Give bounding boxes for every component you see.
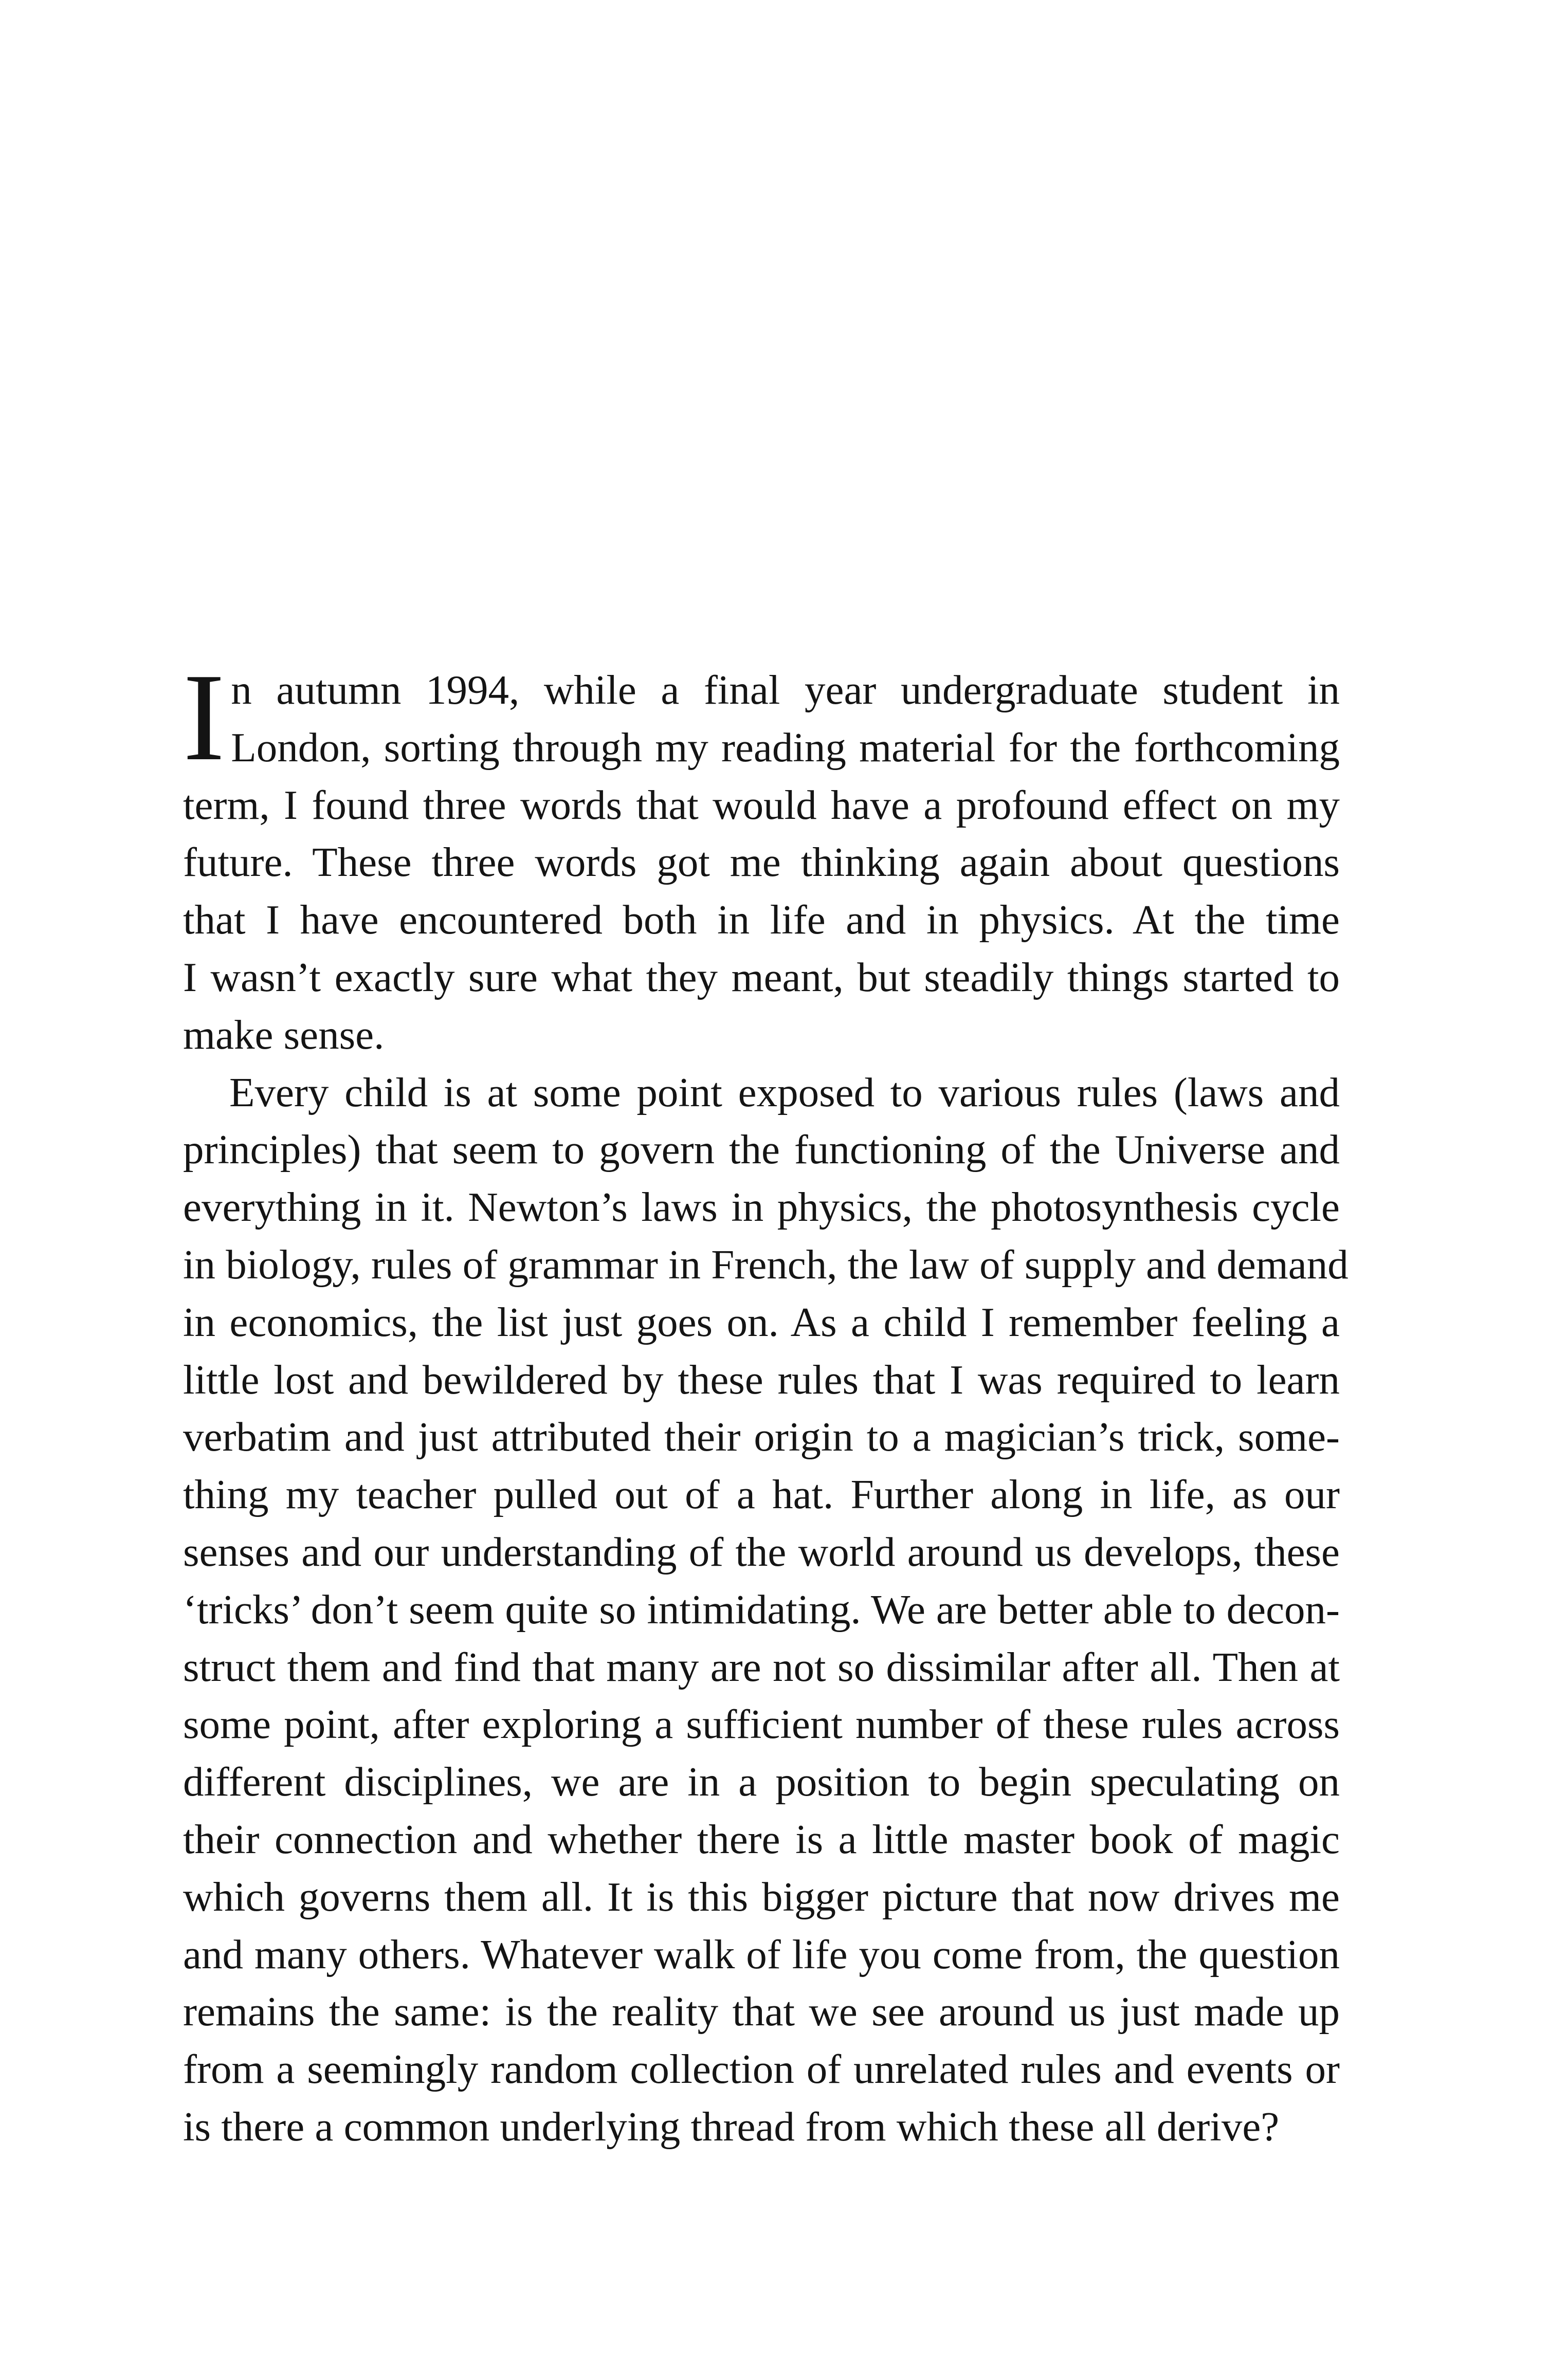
text-line: remains the same: is the reality that we see around us just made up [183,1988,1340,2035]
drop-cap: I [183,648,225,786]
text-line: ‘tricks’ don’t seem quite so intimidating. We are better able to decon- [183,1586,1340,1633]
text-line: and many others. Whatever walk of life you come from, the question [183,1931,1340,1978]
text-line: term, I found three words that would have a profound effect on my [183,781,1340,828]
text-line: is there a common underlying thread from which these all derive? [183,2103,1280,2150]
text-line: n autumn 1994, while a final year undergraduate student in [231,667,1340,713]
text-line: future. These three words got me thinking again about questions [183,839,1340,886]
paragraph-2 [183,1064,1349,2156]
text-line: struct them and find that many are not so dissimilar after all. Then at [183,1643,1340,1690]
text-line: some point, after exploring a sufficient number of these rules across [183,1701,1340,1748]
text-line: from a seemingly random collection of unrelated rules and events or [183,2046,1340,2093]
text-line: in biology, rules of grammar in French, the law of supply and demand [183,1241,1349,1288]
body-text [183,648,1349,2156]
text-line: senses and our understanding of the world around us develops, these [183,1528,1340,1575]
text-line: verbatim and just attributed their origin to a magician’s trick, some- [183,1414,1340,1460]
text-line: thing my teacher pulled out of a hat. Further along in life, as our [183,1471,1340,1518]
text-line: different disciplines, we are in a position to begin speculating on [183,1759,1340,1805]
text-line: in economics, the list just goes on. As a child I remember feeling a [183,1298,1340,1345]
text-line: little lost and bewildered by these rules that I was required to learn [183,1356,1340,1403]
text-line: their connection and whether there is a little master book of magic [183,1816,1340,1862]
paragraph-1 [183,648,1340,1064]
text-line: Every child is at some point exposed to various rules (laws and [229,1069,1340,1115]
text-line: which governs them all. It is this bigger picture that now drives me [183,1873,1340,1920]
text-line: that I have encountered both in life and in physics. At the time [183,896,1340,943]
text-line: London, sorting through my reading material for the forthcoming [231,724,1340,771]
text-line: everything in it. Newton’s laws in physics, the photosynthesis cycle [183,1184,1340,1231]
text-line: make sense. [183,1011,385,1058]
text-line: principles) that seem to govern the functioning of the Universe and [183,1126,1340,1173]
text-line: I wasn’t exactly sure what they meant, but steadily things started to [183,954,1340,1000]
